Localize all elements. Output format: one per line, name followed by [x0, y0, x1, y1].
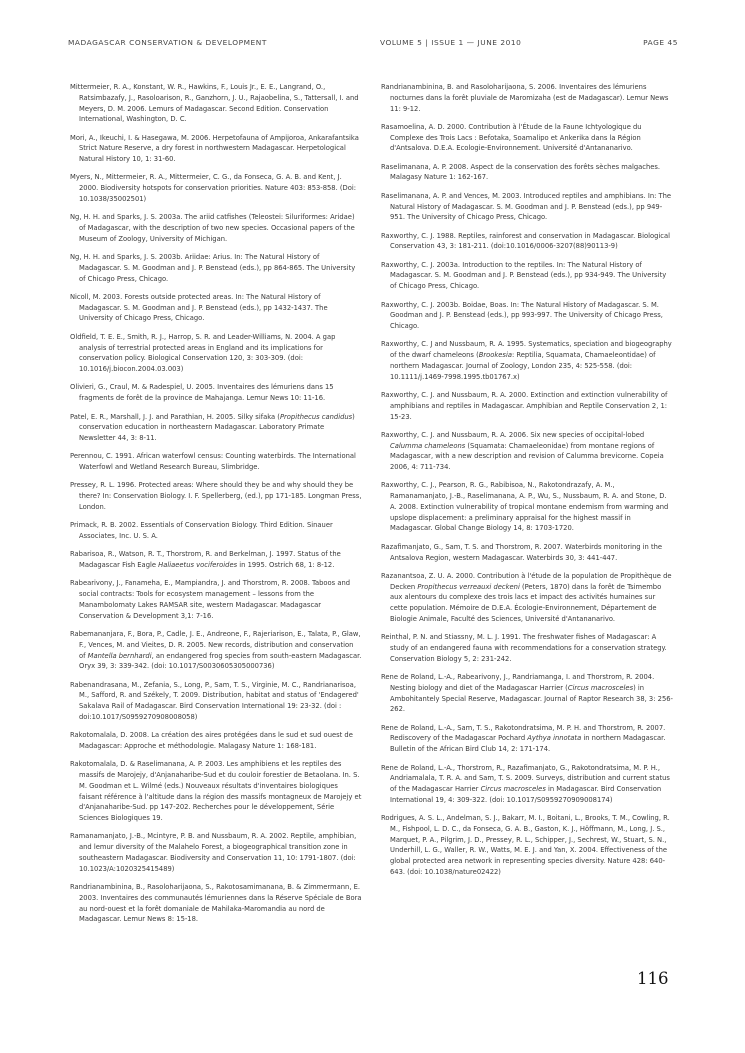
- reference-entry: Myers, N., Mittermeier, R. A., Mittermeier, C. G., da Fonseca, G. A. B. and Kent, J. 2000. Biodiversity hotspots for conservation priorities. Nature 403: 853-858. (Doi: 10.1038/35002501): [70, 173, 357, 203]
- references-right-column: [381, 82, 673, 885]
- reference-entry: Mittermeier, R. A., Konstant, W. R., Hawkins, F., Louis Jr., E. E., Langrand, O., Ratsimbazafy, J., Rasoloarison, R., Ganzhorn, J. U., Rajaobelina, S., Tattersall, I. and Meyers, D. M. 2006. Lemurs of Madagascar. Second Edition. Conservation International, Washington, D. C.: [70, 83, 359, 124]
- reference-entry: Nicoll, M. 2003. Forests outside protected areas. In: The Natural History of Madagascar. S. M. Goodman and J. P. Benstead (eds.), pp 1432-1437. The University of Chicago Press, Chicago.: [70, 292, 328, 323]
- reference-entry: Raxworthy, C. J. and Nussbaum, R. A. 2006. Six new species of occipital-lobed Calumma chameleons (Squamata: Chamaeleonidae) from montane regions of Madagascar, with a new description and revision of Calumma brevicorne. Copeia 2006, 4: 711-734.: [381, 430, 664, 472]
- reference-entry: Rene de Roland, L.-A., Sam, T. S., Rakotondratsima, M. P. H. and Thorstrom, R. 2007. Rediscovery of the Madagascar Pochard Aythya innotata in northern Madagascar. Bulletin of the African Bird Club 14, 2: 171-174.: [381, 723, 666, 754]
- reference-entry: Patel, E. R., Marshall, J. J. and Parathian, H. 2005. Silky sifaka (Propithecus candidus) conservation education in northeastern Madagascar. Laboratory Primate Newsletter 44, 3: 8-11.: [70, 412, 355, 442]
- reference-entry: Rodrigues, A. S. L., Andelman, S. J., Bakarr, M. I., Boitani, L., Brooks, T. M., Cowling, R. M., Fishpool, L. D. C., da Fonseca, G. A. B., Gaston, K. J., Höffmann, M., Long, J. S., Marquet, P. A., Pilgrim, J. D., Pressey, R. L., Schipper, J., Sechrest, W., Stuart, S. N., Underhill, L. G., Waller, R. W., Watts, M. E. J. and Yan, X. 2004. Effectiveness of the global protected area network in representing species diversity. Nature 428: 640-643. (doi: 10.1038/nature02422): [381, 814, 670, 876]
- reference-entry: Rabearivony, J., Fanameha, E., Mampiandra, J. and Thorstrom, R. 2008. Taboos and social contracts: Tools for ecosystem management – lessons from the Manambolomaty Lakes RAMSAR site, western Madagascar. Madagascar Conservation & Development 3,1: 7-16.: [70, 579, 351, 620]
- reference-entry: Rakotomalala, D. 2008. La création des aires protégées dans le sud et sud ouest de Madagascar: Approche et méthodologie. Malagasy Nature 1: 168-181.: [70, 731, 353, 750]
- reference-entry: Raxworthy, C. J., Pearson, R. G., Rabibisoa, N., Rakotondrazafy, A. M., Ramanamanjato, J.-B., Raselimanana, A. P., Wu, S., Nussbaum, R. A. and Stone, D. A. 2008. Extinction vulnerability of tropical montane endemism from warming and upslope displacement: a preliminary appraisal for the highest massif in Madagascar. Global Change Biology 14, 8: 1703-1720.: [381, 481, 669, 533]
- reference-entry: Reinthal, P. N. and Stiassny, M. L. J. 1991. The freshwater fishes of Madagascar: A study of an endangered fauna with recommendations for a conservation strategy. Conservation Biology 5, 2: 231-242.: [381, 633, 667, 663]
- reference-entry: Rene de Roland, L.-A., Thorstrom, R., Razafimanjato, G., Rakotondratsima, M. P. H., Andriamalala, T. R. A. and Sam, T. S. 2009. Surveys, distribution and current status of the Madagascar Harrier Circus macrosceles in Madagascar. Bird Conservation International 19, 4: 309-322. (doi: 10.1017/S0959270909008174): [381, 763, 670, 804]
- reference-entry: Raxworthy, C. J. 2003b. Boidae, Boas. In: The Natural History of Madagascar. S. M. Goodman and J. P. Benstead (eds.), pp 993-997. The University of Chicago Press, Chicago.: [381, 300, 663, 331]
- reference-entry: Razafimanjato, G., Sam, T. S. and Thorstrom, R. 2007. Waterbirds monitoring in the Antsalova Region, western Madagascar. Waterbirds 30, 3: 441-447.: [381, 542, 663, 562]
- reference-entry: Primack, R. B. 2002. Essentials of Conservation Biology. Third Edition. Sinauer Associates, Inc. U. S. A.: [70, 521, 333, 541]
- header-page-number: PAGE 45: [643, 38, 678, 47]
- reference-entry: Rabemananjara, F., Bora, P., Cadle, J. E., Andreone, F., Rajeriarison, E., Talata, P., Glaw, F., Vences, M. and Vieites, D. R. 2005. New records, distribution and conservation of Mantella bernhardi, an endangered frog species from south-eastern Madagascar. Oryx 39, 3: 339-342. (doi: 10.1017/S0030605305000736): [70, 630, 362, 671]
- reference-entry: Raxworthy, C. J. and Nussbaum, R. A. 2000. Extinction and extinction vulnerability of amphibians and reptiles in Madagascar. Amphibian and Reptile Conservation 2, 1: 15-23.: [381, 391, 668, 421]
- reference-entry: Raxworthy, C. J. 1988. Reptiles, rainforest and conservation in Madagascar. Biological Conservation 43, 3: 181-211. (doi:10.1016/0006-3207(88)90113-9): [381, 231, 670, 251]
- reference-entry: Ng, H. H. and Sparks, J. S. 2003b. Ariidae: Arius. In: The Natural History of Madagascar. S. M. Goodman and J. P. Benstead (eds.), pp 864-865. The University of Chicago Press, Chicago.: [70, 253, 356, 283]
- reference-entry: Razanantsoa, Z. U. A. 2000. Contribution à l'étude de la population de Propithèque de Decken Propithecus verreauxi deckeni (Peters, 1870) dans la forêt de Tsimembo aux alentours du complexe des trois lacs et impact des activités humaines sur cette population. Mémoire de D.E.A. Écologie-Environnement, Département de Biologie Animale, Faculté des Sciences, Université d'Antananarivo.: [381, 571, 672, 623]
- reference-entry: Olivieri, G., Craul, M. & Radespiel, U. 2005. Inventaires des lémuriens dans 15 fragments de forêt de la province de Mahajanga. Lemur News 10: 11-16.: [70, 383, 334, 403]
- running-header: [68, 38, 678, 52]
- page-number: 116: [637, 969, 669, 988]
- reference-entry: Rakotomalala, D. & Raselimanana, A. P. 2003. Les amphibiens et les reptiles des massifs de Marojejy, d'Anjanaharibe-Sud et du couloir forestier de Betaolana. In. S. M. Goodman et L. Wilmé (eds.) Nouveaux résultats d'inventaires biologiques faisant référence à l'altitude dans la région des massifs montagneux de Marojejy et d'Anjanaharibe-Sud. pp 147-202. Recherches pour le développement, Série Sciences Biologiques 19.: [70, 760, 362, 823]
- volume-issue: VOLUME 5 | ISSUE 1 — JUNE 2010: [380, 38, 522, 47]
- reference-entry: Oldfield, T. E. E., Smith, R. J., Harrop, S. R. and Leader-Williams, N. 2004. A gap analysis of terrestrial protected areas in England and its implications for conservation policy. Biological Conservation 120, 3: 303-309. (doi: 10.1016/j.biocon.2004.03.003): [70, 332, 336, 374]
- reference-entry: Randrianambinina, B. and Rasoloharijaona, S. 2006. Inventaires des lémuriens nocturnes dans la forêt pluviale de Maromizaha (est de Madagascar). Lemur News 11: 9-12.: [381, 83, 669, 113]
- reference-entry: Rene de Roland, L.-A., Rabearivony, J., Randriamanga, I. and Thorstrom, R. 2004. Nesting biology and diet of the Madagascar Harrier (Circus macrosceles) in Ambohitantely Special Reserve, Madagascar. Journal of Raptor Research 38, 3: 256-262.: [381, 673, 673, 714]
- reference-entry: Perennou, C. 1991. African waterfowl census: Counting waterbirds. The International Waterfowl and Wetland Research Bureau, Slimbridge.: [70, 452, 356, 472]
- reference-entry: Rabarisoa, R., Watson, R. T., Thorstrom, R. and Berkelman, J. 1997. Status of the Madagascar Fish Eagle Haliaeetus vociferoides in 1995. Ostrich 68, 1: 8-12.: [70, 550, 341, 570]
- journal-title: MADAGASCAR CONSERVATION & DEVELOPMENT: [68, 38, 267, 47]
- references-left-column: [70, 82, 362, 933]
- reference-entry: Pressey, R. L. 1996. Protected areas: Where should they be and why should they be there? In: Conservation Biology. I. F. Spellerberg, (ed.), pp 171-185. Longman Press, London.: [70, 481, 362, 511]
- reference-entry: Rasamoelina, A. D. 2000. Contribution à l'Étude de la Faune Ichtyologique du Complexe des Trois Lacs : Befotaka, Soamalipo et Ankerika dans la Région d'Antsalova. D.E.A. Ecologie-Environnement. Université d'Antananarivo.: [381, 122, 642, 153]
- reference-entry: Raxworthy, C. J. 2003a. Introduction to the reptiles. In: The Natural History of Madagascar. S. M. Goodman and J. P. Benstead (eds.), pp 934-949. The University of Chicago Press, Chicago.: [381, 260, 667, 291]
- reference-entry: Ng, H. H. and Sparks, J. S. 2003a. The ariid catfishes (Teleostei: Siluriformes: Aridae) of Madagascar, with the description of two new species. Occasional papers of the Museum of Zoology, University of Michigan.: [70, 213, 355, 243]
- reference-entry: Ramanamanjato, J.-B., Mcintyre, P. B. and Nussbaum, R. A. 2002. Reptile, amphibian, and lemur diversity of the Malahelo Forest, a biogeographical transition zone in southeastern Madagascar. Biodiversity and Conservation 11, 10: 1791-1807. (doi: 10.1023/A:1020325415489): [70, 832, 357, 873]
- reference-entry: Randrianambinina, B., Rasoloharijaona, S., Rakotosamimanana, B. & Zimmermann, E. 2003. Inventaires des communautés lémuriennes dans la Réserve Spéciale de Bora au nord-ouest et la forêt domaniale de Mahilaka-Maromandia au nord de Madagascar. Lemur News 8: 15-18.: [70, 883, 362, 924]
- reference-entry: Raxworthy, C. J and Nussbaum, R. A. 1995. Systematics, speciation and biogeography of the dwarf chameleons (Brookesia: Reptilia, Squamata, Chamaeleontidae) of northern Madagascar. Journal of Zoology, London 235, 4: 525-558. (doi: 10.1111/j.1469-7998.1995.tb01767.x): [381, 340, 672, 381]
- reference-entry: Rabenandrasana, M., Zefania, S., Long, P., Sam, T. S., Virginie, M. C., Randrianarisoa, M., Safford, R. and Székely, T. 2009. Distribution, habitat and status of 'Endagered' Sakalava Rail of Madagascar. Bird Conservation International 19: 23-32. (doi : doi:10.1017/S0959270908008058): [70, 680, 359, 721]
- reference-entry: Mori, A., Ikeuchi, I. & Hasegawa, M. 2006. Herpetofauna of Ampijoroa, Ankarafantsika Strict Nature Reserve, a dry forest in northwestern Madagascar. Herpetological Natural History 10, 1: 31-60.: [70, 133, 359, 164]
- reference-entry: Raselimanana, A. P. 2008. Aspect de la conservation des forêts sèches malgaches. Malagasy Nature 1: 162-167.: [381, 162, 661, 182]
- reference-entry: Raselimanana, A. P. and Vences, M. 2003. Introduced reptiles and amphibians. In: The Natural History of Madagascar. S. M. Goodman and J. P. Benstead (eds.), pp 949-951. The University of Chicago Press, Chicago.: [381, 191, 672, 222]
